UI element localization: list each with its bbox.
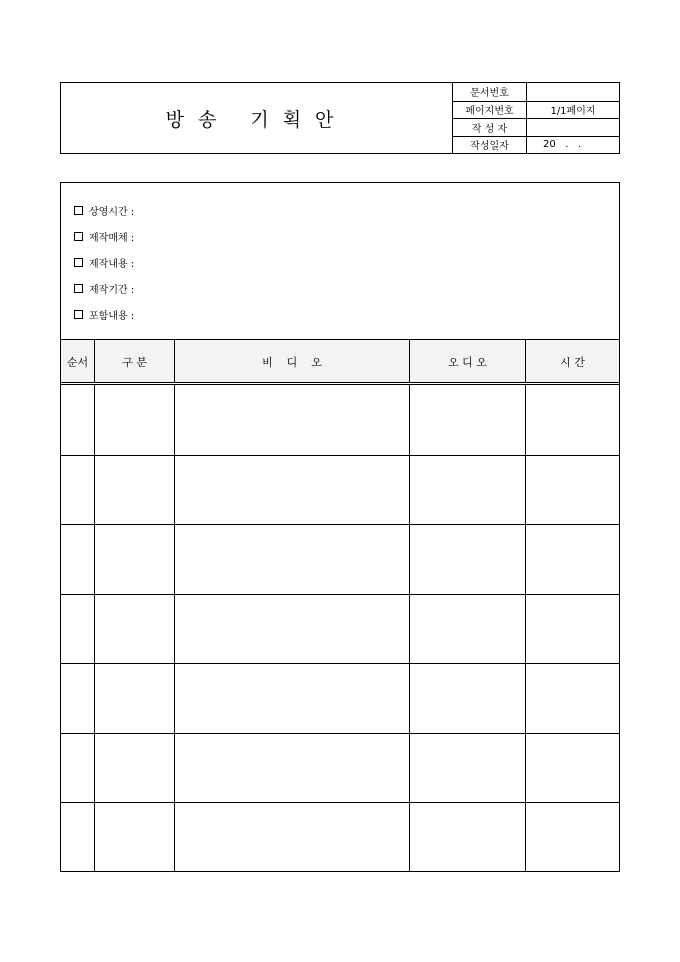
cell-audio[interactable] — [410, 803, 526, 872]
cell-order[interactable] — [61, 595, 95, 664]
checkbox-icon[interactable] — [74, 284, 83, 293]
cell-video[interactable] — [175, 664, 410, 733]
column-header-video: 비 디 오 — [175, 340, 410, 383]
cell-time[interactable] — [526, 803, 619, 872]
info-label: 상영시간 : — [89, 207, 135, 218]
meta-row-doc-number — [453, 83, 619, 101]
table-row — [61, 524, 619, 594]
cell-order[interactable] — [61, 456, 95, 525]
cell-time[interactable] — [526, 595, 619, 664]
cell-order[interactable] — [61, 525, 95, 594]
table-row — [61, 594, 619, 664]
cell-video[interactable] — [175, 385, 410, 455]
table-row — [61, 802, 619, 872]
cell-video[interactable] — [175, 595, 410, 664]
info-item-period[interactable] — [74, 281, 134, 296]
info-label: 포함내용 : — [89, 311, 135, 322]
table-row — [61, 455, 619, 525]
meta-value-doc-number[interactable] — [527, 83, 619, 101]
meta-value-page-number[interactable]: 1/1페이지 — [550, 106, 596, 118]
meta-value-date[interactable]: 20 . . — [543, 139, 582, 151]
meta-row-author — [453, 118, 619, 136]
meta-label: 작 성 자 — [453, 119, 527, 136]
cell-time[interactable] — [526, 385, 619, 455]
checkbox-icon[interactable] — [74, 232, 83, 241]
cell-category[interactable] — [95, 595, 175, 664]
meta-row-date — [453, 136, 619, 154]
info-item-included[interactable] — [74, 307, 134, 322]
table-row — [61, 385, 619, 455]
cell-video[interactable] — [175, 803, 410, 872]
meta-label: 문서번호 — [453, 83, 527, 101]
meta-label: 작성일자 — [453, 137, 527, 154]
cell-video[interactable] — [175, 525, 410, 594]
column-header-time: 시 간 — [560, 355, 585, 369]
cell-video[interactable] — [175, 456, 410, 525]
cell-audio[interactable] — [410, 734, 526, 803]
plan-body — [60, 182, 620, 872]
column-header-category: 구 분 — [95, 340, 175, 383]
checkbox-icon[interactable] — [74, 206, 83, 215]
checkbox-icon[interactable] — [74, 258, 83, 267]
cell-audio[interactable] — [410, 664, 526, 733]
checkbox-icon[interactable] — [74, 310, 83, 319]
cell-time[interactable] — [526, 664, 619, 733]
info-label: 제작매체 : — [89, 233, 135, 244]
cell-order[interactable] — [61, 803, 95, 872]
document-header — [60, 82, 620, 154]
cell-audio[interactable] — [410, 385, 526, 455]
meta-value-author[interactable] — [527, 119, 619, 136]
cell-order[interactable] — [61, 385, 95, 455]
cell-category[interactable] — [95, 734, 175, 803]
cell-audio[interactable] — [410, 595, 526, 664]
info-item-media[interactable] — [74, 229, 134, 244]
cell-time[interactable] — [526, 734, 619, 803]
cell-category[interactable] — [95, 456, 175, 525]
table-row — [61, 663, 619, 733]
meta-label: 페이지번호 — [453, 102, 527, 119]
cell-category[interactable] — [95, 803, 175, 872]
column-header-audio: 오 디 오 — [410, 340, 526, 383]
info-item-content[interactable] — [74, 255, 134, 270]
info-section — [61, 183, 619, 339]
info-label: 제작기간 : — [89, 285, 135, 296]
table-body — [61, 385, 619, 871]
column-header-order: 순서 — [61, 340, 95, 383]
document-meta-table — [453, 83, 619, 153]
table-row — [61, 733, 619, 803]
info-label: 제작내용 : — [89, 259, 135, 270]
cell-category[interactable] — [95, 385, 175, 455]
cell-category[interactable] — [95, 525, 175, 594]
info-item-screening-time[interactable] — [74, 203, 134, 218]
cell-time[interactable] — [526, 525, 619, 594]
cell-order[interactable] — [61, 664, 95, 733]
table-header — [61, 339, 619, 385]
cell-time[interactable] — [526, 456, 619, 525]
cell-category[interactable] — [95, 664, 175, 733]
cell-audio[interactable] — [410, 456, 526, 525]
cell-order[interactable] — [61, 734, 95, 803]
meta-row-page-number — [453, 101, 619, 119]
cell-video[interactable] — [175, 734, 410, 803]
document-title: 방송 기획안 — [61, 83, 453, 153]
cell-audio[interactable] — [410, 525, 526, 594]
